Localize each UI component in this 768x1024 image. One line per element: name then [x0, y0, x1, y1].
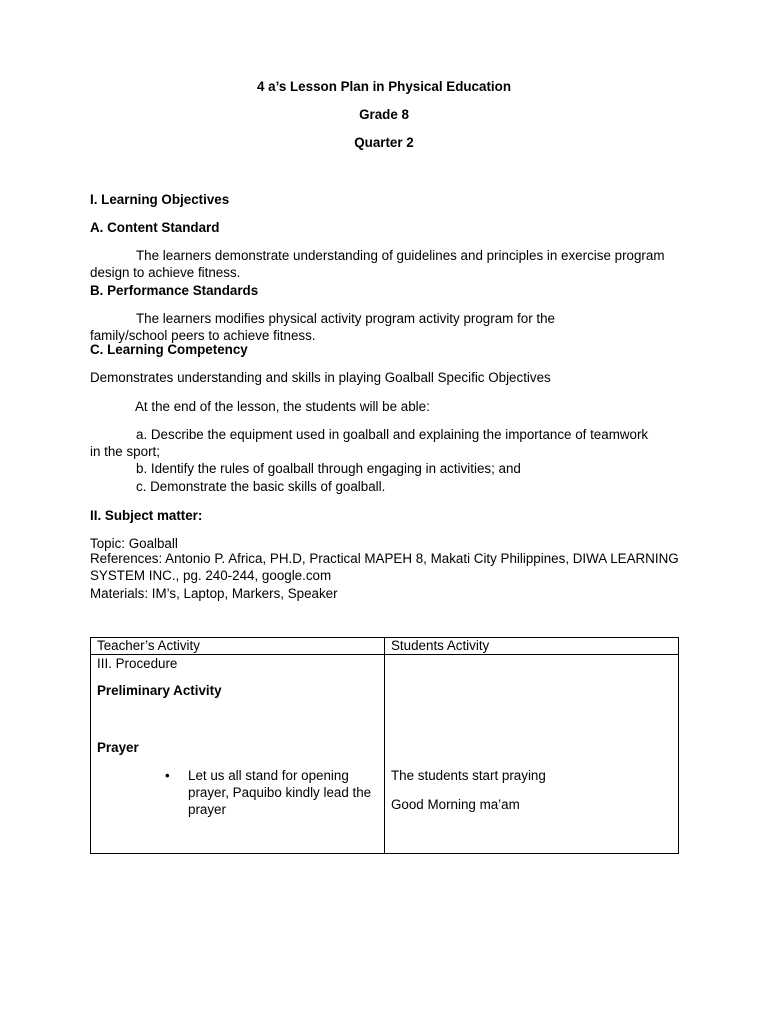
grade-label: Grade 8 [359, 107, 409, 122]
performance-standards-text: The learners modifies physical activity program activity program for the family/school peers to achieve fitness. [90, 311, 555, 343]
learning-objectives-heading: I. Learning Objectives [90, 192, 230, 207]
content-standard-heading: A. Content Standard [90, 220, 220, 235]
table-header-row [91, 638, 679, 655]
objective-c: c. Demonstrate the basic skills of goalball. [136, 479, 386, 494]
learning-competency-heading: C. Learning Competency [90, 342, 248, 357]
materials-line: Materials: IM’s, Laptop, Markers, Speaker [90, 586, 338, 601]
student-response-2: Good Morning ma’am [391, 797, 520, 812]
students-activity-cell [385, 655, 679, 854]
students-activity-header: Students Activity [385, 638, 679, 655]
teacher-activity-cell [91, 655, 385, 854]
learning-competency-text: Demonstrates understanding and skills in playing Goalball Specific Objectives [90, 370, 551, 385]
activity-table [90, 637, 679, 854]
student-response-1: The students start praying [391, 768, 546, 783]
teacher-activity-header: Teacher’s Activity [91, 638, 385, 655]
document-title: 4 a’s Lesson Plan in Physical Education [256, 79, 511, 94]
bullet-icon: • [165, 768, 170, 783]
prayer-label: Prayer [97, 740, 139, 755]
objectives-intro: At the end of the lesson, the students will be able: [135, 399, 430, 414]
table-row [91, 655, 679, 854]
performance-standards-heading: B. Performance Standards [90, 283, 259, 298]
subject-matter-heading: II. Subject matter: [90, 508, 203, 523]
procedure-label: III. Procedure [97, 656, 178, 671]
teacher-prayer-instruction: Let us all stand for opening prayer, Paquibo kindly lead the prayer [188, 768, 372, 817]
objective-a: a. Describe the equipment used in goalball and explaining the importance of teamwork in the sport; [90, 427, 649, 459]
preliminary-activity-label: Preliminary Activity [97, 683, 222, 698]
objective-b: b. Identify the rules of goalball through engaging in activities; and [136, 461, 521, 476]
quarter-label: Quarter 2 [354, 135, 414, 150]
content-standard-text: The learners demonstrate understanding of guidelines and principles in exercise program design to achieve fitness. [90, 248, 665, 280]
references-line: References: Antonio P. Africa, PH.D, Practical MAPEH 8, Makati City Philippines, DIWA LEARNING SYSTEM INC., pg. 240-244, google.com [90, 551, 679, 583]
topic-line: Topic: Goalball [90, 536, 178, 551]
